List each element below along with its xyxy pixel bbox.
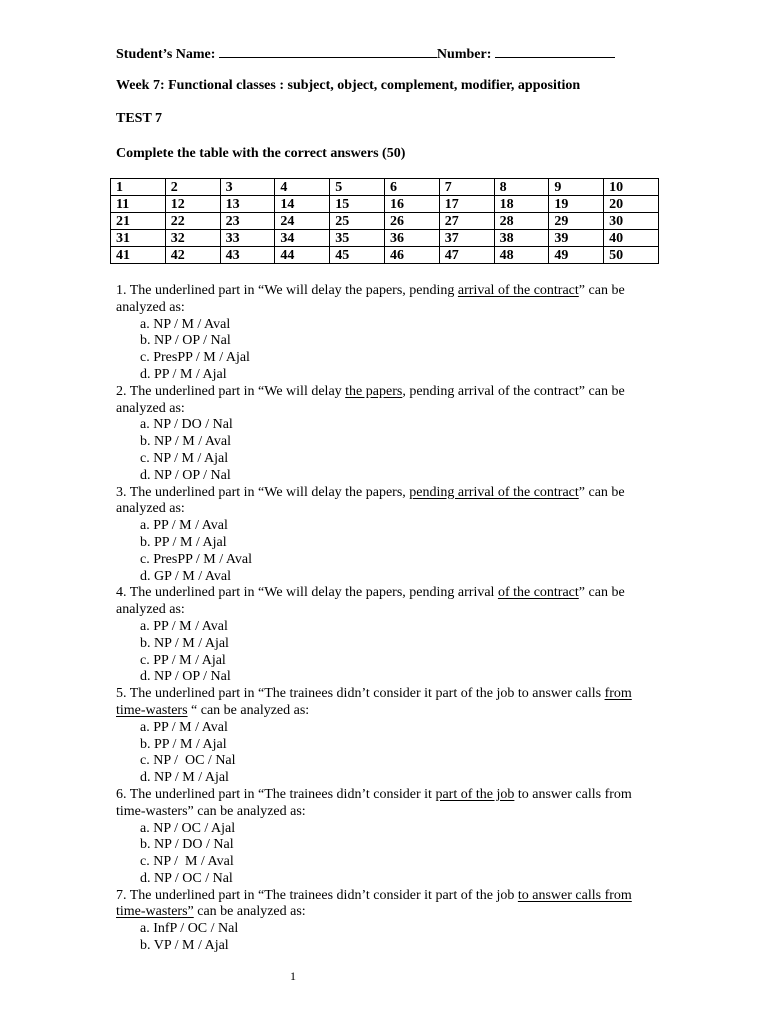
answer-cell[interactable]: 47 xyxy=(439,247,494,264)
answer-cell[interactable]: 22 xyxy=(165,213,220,230)
answer-cell[interactable]: 32 xyxy=(165,230,220,247)
question-text: 5. The underlined part in “The trainees didn’t consider it part of the job to answer calls xyxy=(116,686,605,702)
answer-cell[interactable]: 17 xyxy=(439,196,494,213)
answer-cell[interactable]: 28 xyxy=(494,213,549,230)
answer-option[interactable]: b. VP / M / Ajal xyxy=(140,938,229,954)
answer-table xyxy=(110,178,659,264)
question-item xyxy=(116,888,661,955)
answer-option[interactable]: b. NP / DO / Nal xyxy=(140,837,234,853)
answer-cell[interactable]: 1 xyxy=(111,179,166,196)
answer-option[interactable]: a. PP / M / Aval xyxy=(140,719,228,735)
question-stem xyxy=(116,585,661,619)
answer-cell[interactable]: 5 xyxy=(330,179,385,196)
question-text: to answer calls from time-wasters” can be analyzed as: xyxy=(116,786,632,819)
answer-cell[interactable]: 12 xyxy=(165,196,220,213)
question-text: ” can be analyzed as: xyxy=(116,585,625,618)
answer-option[interactable]: d. NP / OC / Nal xyxy=(140,870,233,886)
answer-row xyxy=(111,196,659,213)
answer-option[interactable]: d. PP / M / Ajal xyxy=(140,366,227,382)
answer-cell[interactable]: 41 xyxy=(111,247,166,264)
question-text: 3. The underlined part in “We will delay the papers, xyxy=(116,484,410,500)
question-item xyxy=(116,283,661,384)
answer-cell[interactable]: 29 xyxy=(549,213,604,230)
answer-option[interactable]: a. PP / M / Aval xyxy=(140,518,228,534)
question-stem xyxy=(116,787,661,821)
answer-cell[interactable]: 44 xyxy=(275,247,330,264)
question-text: ” can be analyzed as: xyxy=(116,283,625,315)
answer-cell[interactable]: 40 xyxy=(604,230,659,247)
answer-cell[interactable]: 27 xyxy=(439,213,494,230)
answer-cell[interactable]: 30 xyxy=(604,213,659,230)
student-info-line xyxy=(116,44,615,64)
answer-option[interactable]: b. NP / OP / Nal xyxy=(140,333,231,349)
answer-cell[interactable]: 31 xyxy=(111,230,166,247)
question-item xyxy=(116,485,661,586)
answer-cell[interactable]: 26 xyxy=(384,213,439,230)
question-text: , pending arrival of the contract” can be analyzed as: xyxy=(116,383,625,416)
underlined-phrase: pending arrival of the contract xyxy=(409,484,579,500)
answer-option[interactable]: a. NP / M / Aval xyxy=(140,316,231,332)
answer-cell[interactable]: 24 xyxy=(275,213,330,230)
answer-cell[interactable]: 6 xyxy=(384,179,439,196)
underlined-phrase: from time-wasters xyxy=(116,686,632,718)
question-text: 7. The underlined part in “The trainees didn’t consider it part of the job xyxy=(116,887,518,903)
question-item xyxy=(116,787,661,888)
answer-option[interactable]: d. NP / OP / Nal xyxy=(140,467,231,483)
answer-option[interactable]: a. NP / DO / Nal xyxy=(140,417,233,433)
answer-option[interactable]: b. NP / M / Ajal xyxy=(140,635,229,651)
underlined-phrase: time-wasters” xyxy=(116,904,194,920)
question-text: 4. The underlined part in “We will delay the papers, pending arrival xyxy=(116,585,498,601)
question-text: “ can be analyzed as: xyxy=(187,702,310,718)
answer-cell[interactable]: 21 xyxy=(111,213,166,230)
answer-cell[interactable]: 37 xyxy=(439,230,494,247)
underlined-phrase: part of the job xyxy=(435,786,515,802)
question-item xyxy=(116,686,661,787)
answer-row xyxy=(111,247,659,264)
instruction: Complete the table with the correct answers (50) xyxy=(116,146,406,161)
underlined-phrase: of the contract xyxy=(497,585,579,601)
answer-cell[interactable]: 35 xyxy=(330,230,385,247)
question-text: 2. The underlined part in “We will delay xyxy=(116,383,346,399)
question-stem xyxy=(116,485,661,519)
answer-option[interactable]: c. NP / M / Aval xyxy=(140,854,234,870)
answer-cell[interactable]: 33 xyxy=(220,230,275,247)
question-list xyxy=(116,283,661,955)
answer-option[interactable]: b. PP / M / Ajal xyxy=(140,534,227,550)
question-text: ” can be analyzed as: xyxy=(116,484,625,517)
question-item xyxy=(116,384,661,485)
question-text: 1. The underlined part in “We will delay the papers, pending xyxy=(116,283,458,298)
answer-cell[interactable]: 13 xyxy=(220,196,275,213)
answer-cell[interactable]: 19 xyxy=(549,196,604,213)
question-stem xyxy=(116,686,661,720)
answer-cell[interactable]: 39 xyxy=(549,230,604,247)
answer-cell[interactable]: 15 xyxy=(330,196,385,213)
answer-option[interactable]: d. GP / M / Aval xyxy=(140,568,232,584)
question-item xyxy=(116,585,661,686)
test-title: TEST 7 xyxy=(116,111,163,126)
question-stem xyxy=(116,283,661,317)
answer-cell[interactable]: 38 xyxy=(494,230,549,247)
question-text: 6. The underlined part in “The trainees didn’t consider it xyxy=(116,786,436,802)
answer-cell[interactable]: 11 xyxy=(111,196,166,213)
answer-option[interactable]: c. PresPP / M / Ajal xyxy=(140,350,250,366)
question-stem xyxy=(116,888,661,922)
answer-option[interactable]: c. NP / M / Ajal xyxy=(140,450,229,466)
answer-cell[interactable]: 23 xyxy=(220,213,275,230)
answer-cell[interactable]: 50 xyxy=(604,247,659,264)
answer-cell[interactable]: 45 xyxy=(330,247,385,264)
question-stem xyxy=(116,384,661,418)
answer-row xyxy=(111,230,659,247)
underlined-phrase: to answer calls from xyxy=(517,887,632,903)
answer-option[interactable]: a. PP / M / Aval xyxy=(140,618,228,634)
answer-option[interactable]: d. NP / M / Ajal xyxy=(140,770,229,786)
answer-cell[interactable]: 9 xyxy=(549,179,604,196)
underlined-phrase: arrival of the contract xyxy=(457,283,579,298)
answer-cell[interactable]: 34 xyxy=(275,230,330,247)
answer-cell[interactable]: 16 xyxy=(384,196,439,213)
number-label: Number: xyxy=(436,47,492,62)
answer-cell[interactable]: 4 xyxy=(275,179,330,196)
answer-cell[interactable]: 3 xyxy=(220,179,275,196)
answer-row xyxy=(111,213,659,230)
answer-cell[interactable]: 14 xyxy=(275,196,330,213)
answer-row xyxy=(111,179,659,196)
answer-cell[interactable]: 48 xyxy=(494,247,549,264)
page-number: 1 xyxy=(290,969,296,983)
underlined-phrase: the papers xyxy=(345,383,403,399)
answer-option[interactable]: a. NP / OC / Ajal xyxy=(140,820,236,836)
number-blank xyxy=(495,44,615,58)
student-name-label: Student’s Name: xyxy=(116,47,216,62)
answer-cell[interactable]: 2 xyxy=(165,179,220,196)
answer-option[interactable]: a. InfP / OC / Nal xyxy=(140,921,239,937)
answer-option[interactable]: c. NP / OC / Nal xyxy=(140,753,236,769)
answer-cell[interactable]: 25 xyxy=(330,213,385,230)
answer-cell[interactable]: 10 xyxy=(604,179,659,196)
answer-option[interactable]: c. PP / M / Ajal xyxy=(140,652,226,668)
student-name-blank xyxy=(219,44,437,58)
answer-cell[interactable]: 42 xyxy=(165,247,220,264)
answer-option[interactable]: b. PP / M / Ajal xyxy=(140,736,227,752)
answer-cell[interactable]: 43 xyxy=(220,247,275,264)
answer-cell[interactable]: 49 xyxy=(549,247,604,264)
answer-option[interactable]: d. NP / OP / Nal xyxy=(140,669,231,685)
answer-option[interactable]: c. PresPP / M / Aval xyxy=(140,551,253,567)
answer-cell[interactable]: 36 xyxy=(384,230,439,247)
question-text: can be analyzed as: xyxy=(193,904,306,920)
answer-option[interactable]: b. NP / M / Aval xyxy=(140,434,232,450)
answer-cell[interactable]: 8 xyxy=(494,179,549,196)
week-title: Week 7: Functional classes : subject, object, complement, modifier, apposition xyxy=(116,78,581,93)
answer-cell[interactable]: 20 xyxy=(604,196,659,213)
answer-cell[interactable]: 7 xyxy=(439,179,494,196)
answer-cell[interactable]: 18 xyxy=(494,196,549,213)
answer-cell[interactable]: 46 xyxy=(384,247,439,264)
